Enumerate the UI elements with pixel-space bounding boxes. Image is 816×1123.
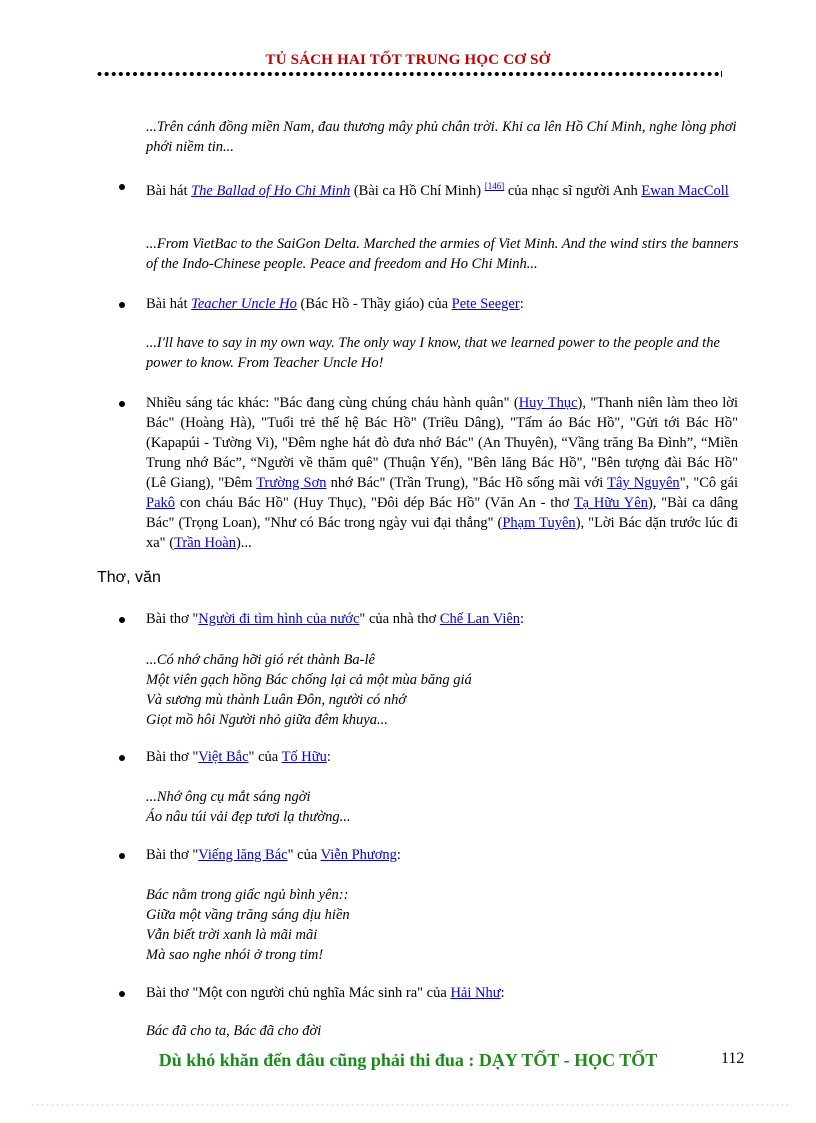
quote-text: ...From VietBac to the SaiGon Delta. Marched the armies of Viet Minh. And the wind stirs the banners of the Indo-Chinese people. Peace and freedom and Ho Chi Minh...: [146, 236, 739, 272]
quote-text: ...Trên cánh đồng miền Nam, đau thương mây phủ chân trời. Khi ca lên Hồ Chí Minh, nghe lòng phơi phới niềm tin...: [146, 119, 737, 155]
bullet-icon: [119, 401, 125, 407]
item-text: ), "Thanh niên làm theo lời Bác" (Hoàng Hà), "Tuổi trẻ thế hệ Bác Hồ" (Triều Dâng), "Tấm áo Bác Hồ", "Gửi tới Bác Hồ" (Kapapúi - Tường Vi), "Đêm nghe hát đò đưa nhớ Bác" (An Thuyên), “Vầng trăng Ba Đình”, “Miền Trung nhớ Bác”, “Người về thăm quê" (Thuận Yến), "Bên lăng Bác Hồ", "Bên tượng đài Bác Hồ" (Lê Giang), "Đêm: [146, 395, 739, 491]
author-link-che-lan-vien[interactable]: Chế Lan Viên: [439, 611, 521, 627]
bullet-icon: [119, 302, 125, 308]
poem-stanza-2: [146, 787, 746, 827]
bullet-icon: [119, 991, 125, 997]
poem-link-vieng-lang-bac[interactable]: Viếng lăng Bác: [198, 847, 288, 863]
list-item-ballad: [146, 176, 738, 201]
list-item-poem-4: [146, 983, 738, 1003]
bullet-icon: [119, 617, 125, 623]
item-text: Bài thơ ": [146, 611, 199, 627]
item-text: Nhiều sáng tác khác: "Bác đang cùng chúng cháu hành quân" (: [146, 395, 519, 411]
quote-text: ...I'll have to say in my own way. The only way I know, that we learned power to the people and the power to know. From Teacher Uncle Ho!: [146, 335, 720, 371]
item-text: (Bác Hồ - Thầy giáo) của: [296, 296, 452, 312]
item-text: Bài hát: [146, 182, 192, 199]
poem-link-nguoi-di-tim-hinh-cua-nuoc[interactable]: Người đi tìm hình của nước: [198, 611, 360, 627]
list-item-teacher: [146, 294, 738, 314]
song-link-teacher-uncle-ho[interactable]: Teacher Uncle Ho: [191, 296, 297, 312]
poem-link-viet-bac[interactable]: Việt Bắc: [198, 749, 249, 765]
list-item-poem-3: [146, 845, 738, 865]
item-text: " của: [248, 749, 282, 765]
poem-line: Và sương mù thành Luân Đôn, người có nhớ: [146, 692, 407, 708]
poem-stanza-4: [146, 1021, 746, 1041]
item-text: " của: [287, 847, 321, 863]
item-text: Bài thơ ": [146, 749, 199, 765]
reference-link[interactable]: [146]: [484, 181, 505, 191]
poem-line: ...Nhớ ông cụ mắt sáng ngời: [146, 789, 311, 805]
link-pham-tuyen[interactable]: Phạm Tuyên: [502, 515, 576, 531]
item-text: nhớ Bác" (Trần Trung), "Bác Hồ sống mãi với: [326, 475, 608, 491]
item-text: con cháu Bác Hồ" (Huy Thục), "Đôi dép Bác Hồ" (Văn An - thơ: [175, 495, 574, 511]
page-number: 112: [721, 1050, 745, 1067]
poem-stanza-3: [146, 885, 746, 965]
item-text: :: [500, 985, 505, 1001]
item-text: Bài thơ ": [146, 847, 199, 863]
item-text: :: [396, 847, 401, 863]
item-text: Bài hát: [146, 296, 192, 312]
list-item-poem-2: [146, 747, 738, 767]
author-link-pete-seeger[interactable]: Pete Seeger: [451, 296, 520, 312]
item-text: (Bài ca Hồ Chí Minh): [350, 182, 485, 199]
item-text: :: [520, 611, 525, 627]
bullet-icon: [119, 184, 125, 190]
author-link-ewan-maccoll[interactable]: Ewan MacColl: [641, 182, 729, 199]
bullet-icon: [119, 755, 125, 761]
page-bottom-dotted-rule: [30, 1104, 790, 1106]
link-ta-huu-yen[interactable]: Tạ Hữu Yên: [573, 495, 648, 511]
poem-line: Một viên gạch hồng Bác chống lại cả một mùa băng giá: [146, 672, 472, 688]
header-rule-end: [721, 71, 722, 77]
item-text: :: [519, 296, 524, 312]
link-huy-thuc[interactable]: Huy Thục: [518, 395, 578, 411]
item-text: ), "Lời Bác dặn trước lúc đi xa" (: [146, 515, 738, 551]
song-link-ballad[interactable]: The Ballad of Ho Chi Minh: [191, 182, 351, 199]
link-tay-nguyen[interactable]: Tây Nguyên: [607, 475, 680, 491]
link-tran-hoan[interactable]: Trần Hoàn: [174, 535, 236, 551]
page-header-title: TỦ SÁCH HAI TỐT TRUNG HỌC CƠ SỞ: [265, 52, 551, 68]
link-truong-son[interactable]: Trường Sơn: [256, 475, 327, 491]
item-text: :: [326, 749, 331, 765]
footer-motto: Dù khó khăn đến đâu cũng phải thi đua : DẠY TỐT - HỌC TỐT: [158, 1050, 658, 1070]
poem-line: Vẫn biết trời xanh là mãi mãi: [146, 927, 318, 943]
author-link-to-huu[interactable]: Tố Hữu: [281, 749, 327, 765]
poem-stanza-1: [146, 650, 746, 730]
author-link-vien-phuong[interactable]: Viễn Phương: [320, 847, 397, 863]
item-text: ", "Cô gái: [679, 475, 739, 491]
poem-line: Áo nâu túi vải đẹp tươi lạ thường...: [146, 809, 351, 825]
list-item-poem-1: [146, 609, 738, 629]
poem-line: Bác đã cho ta, Bác đã cho đời: [146, 1023, 322, 1039]
item-text: )...: [235, 535, 252, 551]
section-heading-poetry: Thơ, văn: [97, 569, 161, 586]
poem-line: Giữa một vầng trăng sáng dịu hiền: [146, 907, 350, 923]
item-text: " của nhà thơ: [359, 611, 440, 627]
bullet-icon: [119, 853, 125, 859]
item-text: Bài thơ "Một con người chủ nghĩa Mác sinh ra" của: [146, 985, 451, 1001]
link-pako[interactable]: Pakô: [146, 495, 175, 511]
header-dotted-rule: [96, 70, 720, 78]
list-item-other-works: [146, 393, 738, 553]
poem-line: Bác nằm trong giấc ngủ bình yên::: [146, 887, 349, 903]
author-link-hai-nhu[interactable]: Hải Như: [450, 985, 501, 1001]
item-text: của nhạc sĩ người Anh: [504, 182, 642, 199]
poem-line: Mà sao nghe nhói ở trong tim!: [146, 947, 324, 963]
poem-line: ...Có nhớ chăng hỡi gió rét thành Ba-lê: [146, 652, 375, 668]
poem-line: Giọt mồ hôi Người nhỏ giữa đêm khuya...: [146, 712, 388, 728]
item-text: ), "Bài ca dâng Bác" (Trọng Loan), "Như có Bác trong ngày vui đại thắng" (: [146, 495, 738, 531]
